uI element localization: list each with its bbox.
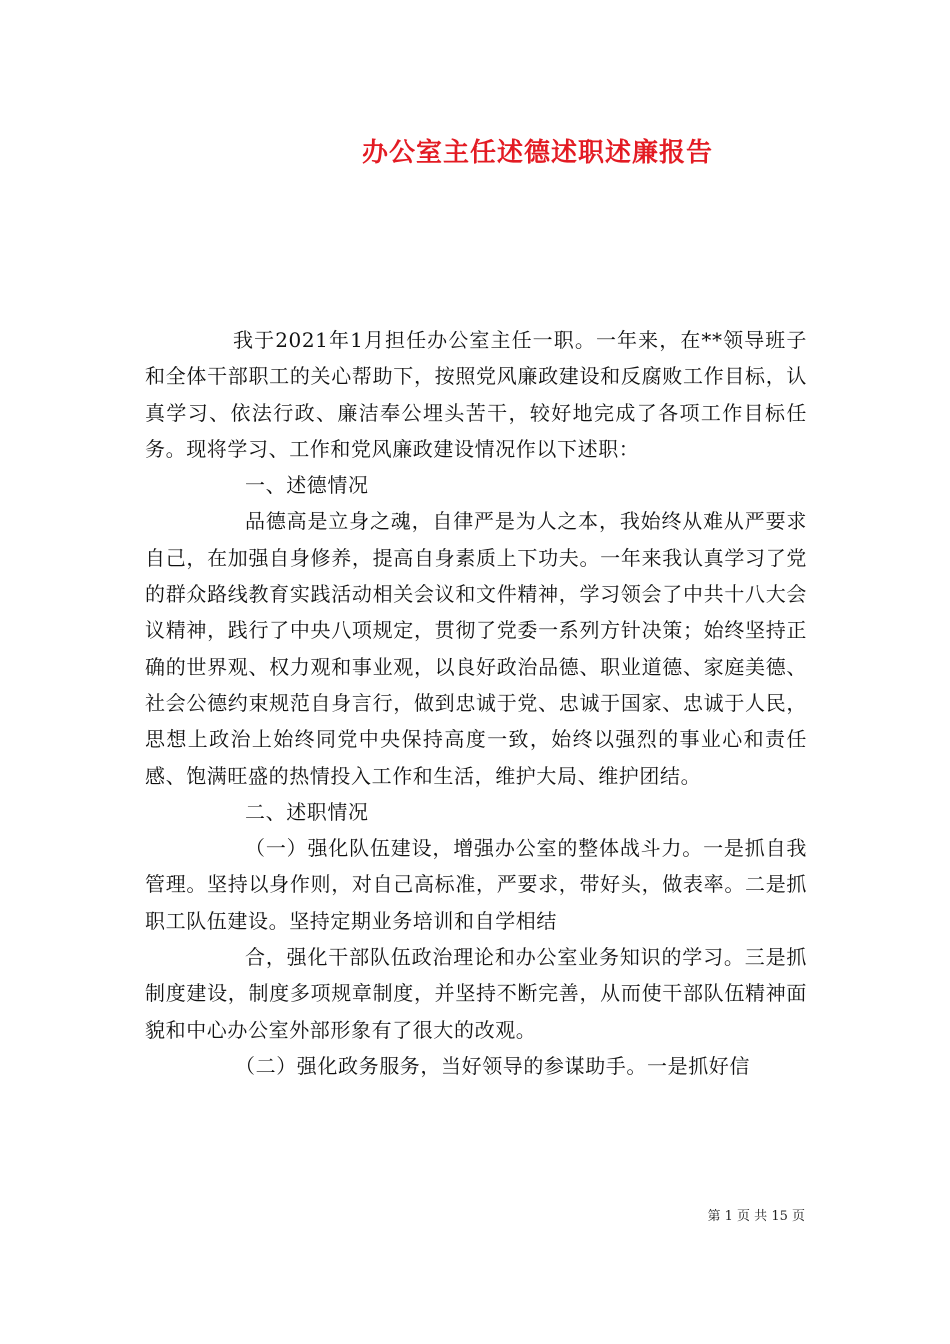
document-title: 办公室主任述德述职述廉报告	[361, 138, 713, 168]
section-1-paragraph: 品德高是立身之魂，自律严是为人之本，我始终从难从严要求自己，在加强自身修养，提高自身素质上下功夫。一年来我认真学习了党的群众路线教育实践活动相关会议和文件精神，学习领会了中共十八大会议精神，践行了中央八项规定，贯彻了党委一系列方针决策；始终坚持正确的世界观、权力观和事业观，以良好政治品德、职业道德、家庭美德、社会公德约束规范自身言行，做到忠诚于党、忠诚于国家、忠诚于人民，思想上政治上始终同党中央保持高度一致，始终以强烈的事业心和责任感、饱满旺盛的热情投入工作和生活，维护大局、维护团结。	[145, 509, 807, 788]
section-heading-1: 一、述德情况	[245, 473, 369, 498]
intro-paragraph: 我于2021年1月担任办公室主任一职。一年来，在**领导班子和全体干部职工的关心帮助下，按照党风廉政建设和反腐败工作目标，认真学习、依法行政、廉洁奉公埋头苦干，较好地完成了各项工作目标任务。现将学习、工作和党风廉政建设情况作以下述职：	[145, 328, 807, 461]
page-number: 第 1 页 共 15 页	[707, 1209, 805, 1224]
item-1-continuation: 合，强化干部队伍政治理论和办公室业务知识的学习。三是抓制度建设，制度多项规章制度，并坚持不断完善，从而使干部队伍精神面貌和中心办公室外部形象有了很大的改观。	[145, 945, 807, 1042]
document-body	[145, 322, 807, 1084]
section-heading-2: 二、述职情况	[245, 799, 369, 824]
item-1-paragraph: （一）强化队伍建设，增强办公室的整体战斗力。一是抓自我管理。坚持以身作则，对自己高标准，严要求，带好头，做表率。二是抓职工队伍建设。坚持定期业务培训和自学相结	[145, 836, 807, 933]
item-2-paragraph: （二）强化政务服务，当好领导的参谋助手。一是抓好信	[235, 1053, 750, 1078]
